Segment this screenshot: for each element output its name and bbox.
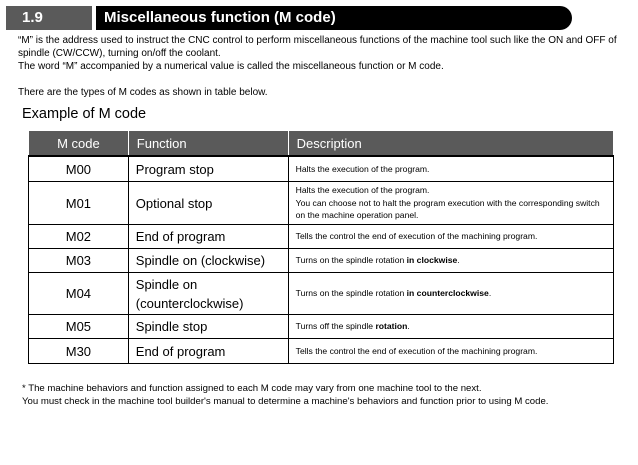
description-cell: Tells the control the end of execution of the machining program. — [288, 225, 613, 249]
description-text: . — [457, 255, 460, 266]
intro-text — [18, 34, 628, 99]
function-cell — [128, 273, 288, 315]
footnote — [22, 382, 632, 408]
function-line: (counterclockwise) — [135, 295, 244, 311]
table-row — [29, 339, 614, 364]
m-code-cell: M00 — [29, 156, 129, 182]
intro-line-2: The word “M” accompanied by a numerical value is called the miscellaneous function or M code. — [18, 61, 444, 72]
description-text: . — [488, 288, 492, 299]
table-header-row — [29, 131, 614, 157]
description-cell — [288, 315, 613, 339]
example-title: Example of M code — [22, 106, 147, 122]
description-text: Turns on the spindle rotation — [295, 288, 407, 299]
description-text: . — [407, 321, 410, 332]
intro-line-1: “M” is the address used to instruct the CNC control to perform miscellaneous functions of the machine tool such like the ON and OFF of spindle (CW/CCW), turning on/off the coolant. — [18, 35, 617, 59]
function-line: Spindle on — [135, 276, 198, 292]
description-text: Turns on the spindle rotation — [295, 255, 407, 266]
description-cell — [288, 249, 613, 273]
column-header-function: Function — [128, 131, 288, 157]
description-cell: Tells the control the end of execution of the machining program. — [288, 339, 613, 364]
description-cell: Halts the execution of the program. — [288, 156, 613, 182]
m-code-cell: M01 — [29, 182, 129, 225]
function-cell: End of program — [128, 339, 288, 364]
column-header-description: Description — [288, 131, 613, 157]
table-row — [29, 156, 614, 182]
table-row — [29, 249, 614, 273]
section-header — [6, 6, 572, 30]
column-header-m-code: M code — [29, 131, 129, 157]
function-cell: End of program — [128, 225, 288, 249]
m-code-table — [28, 130, 614, 364]
description-cell — [288, 182, 613, 225]
description-text: Turns off the spindle — [295, 321, 376, 332]
function-cell: Spindle on (clockwise) — [128, 249, 288, 273]
m-code-cell: M30 — [29, 339, 129, 364]
description-line: You can choose not to halt the program execution with the corresponding switch on the machine operation panel. — [295, 197, 600, 221]
m-code-cell: M02 — [29, 225, 129, 249]
description-emphasis: in clockwise — [406, 255, 458, 266]
section-title: Miscellaneous function (M code) — [96, 6, 572, 30]
m-code-cell: M05 — [29, 315, 129, 339]
m-code-cell: M04 — [29, 273, 129, 315]
description-line: Halts the execution of the program. — [295, 185, 430, 196]
m-code-cell: M03 — [29, 249, 129, 273]
table-row — [29, 225, 614, 249]
intro-line-3: There are the types of M codes as shown in table below. — [18, 87, 268, 98]
section-number: 1.9 — [6, 6, 92, 30]
description-emphasis: in counterclockwise — [406, 288, 489, 299]
function-cell: Program stop — [128, 156, 288, 182]
table-row — [29, 273, 614, 315]
table-row — [29, 315, 614, 339]
function-cell: Optional stop — [128, 182, 288, 225]
description-cell — [288, 273, 613, 315]
function-cell: Spindle stop — [128, 315, 288, 339]
footnote-line-1: * The machine behaviors and function assigned to each M code may vary from one machine tool to the next. — [22, 383, 482, 394]
footnote-line-2: You must check in the machine tool builder's manual to determine a machine's behaviors and function prior to using M code. — [22, 396, 549, 407]
table-row — [29, 182, 614, 225]
description-emphasis: rotation — [375, 321, 408, 332]
